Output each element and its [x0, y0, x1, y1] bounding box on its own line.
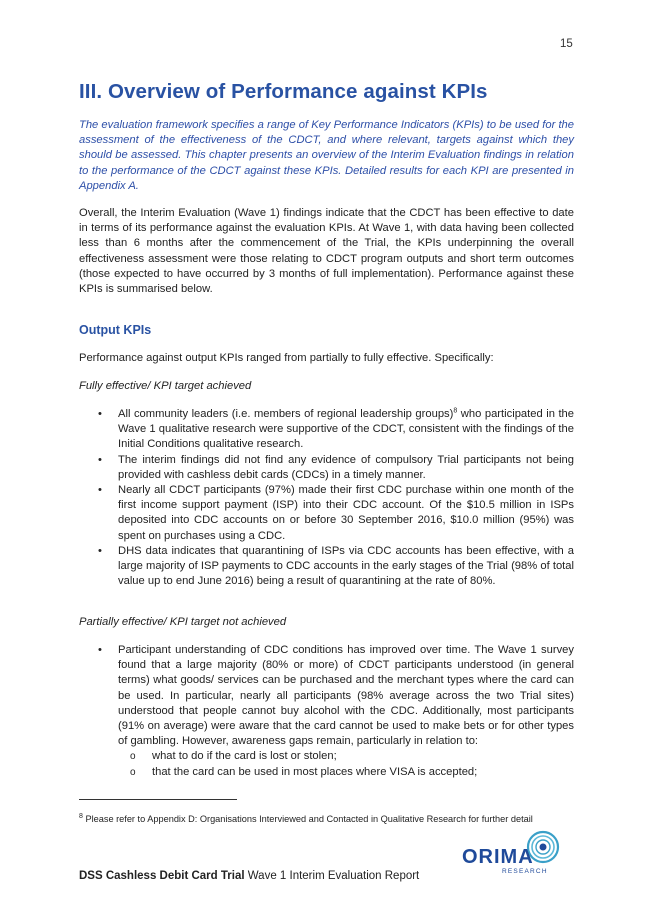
footer-title-bold: DSS Cashless Debit Card Trial — [79, 870, 245, 882]
fully-effective-subheading: Fully effective/ KPI target achieved — [79, 380, 252, 392]
list-item — [98, 544, 574, 590]
list-item-text: DHS data indicates that quarantining of ISPs via CDC accounts has been effective, with a large majority of ISP payments to CDC accounts in the early stages of the Trial (98% of total value up to end June 2016) being a result of quarantining at the rate of 80%. — [118, 544, 574, 588]
sub-list-item — [130, 749, 574, 764]
footer-title-rest: Wave 1 Interim Evaluation Report — [244, 870, 420, 882]
page-number: 15 — [560, 38, 573, 50]
overall-paragraph: Overall, the Interim Evaluation (Wave 1) findings indicate that the CDCT has been effective to date in terms of its performance against the evaluation KPIs. At Wave 1, with data having been collected less than 6 months after the commencement of the Trial, the KPIs underpinning the overall effectiveness assessment were those relating to CDCT program outputs and short term outcomes (those expected to have occurred by 3 months of full implementation). Performance against these KPIs is summarised below. — [79, 207, 574, 296]
output-kpis-heading: Output KPIs — [79, 323, 152, 337]
list-item-text: Nearly all CDCT participants (97%) made their first CDC purchase within one month of the first income support payment (ISP) into their CDC account. Of the $10.5 million in ISPs deposited into CDC accounts on or before 30 September 2016, $10.0 million (95%) was spent on purchases using a CDC. — [118, 484, 574, 542]
bullet-icon: • — [98, 484, 102, 497]
footnote-text: Please refer to Appendix D: Organisations Interviewed and Contacted in Qualitative Research for further detail — [82, 814, 533, 824]
logo-subtitle: RESEARCH — [502, 868, 548, 875]
output-kpis-lead: Performance against output KPIs ranged from partially to fully effective. Specifically: — [79, 352, 494, 364]
fully-effective-list — [98, 407, 574, 589]
sub-list-item-text: what to do if the card is lost or stolen; — [152, 750, 337, 763]
list-item — [98, 483, 574, 544]
intro-paragraph: The evaluation framework specifies a range of Key Performance Indicators (KPIs) to be used for the assessment of the effectiveness of the CDCT, and where relevant, targets against which they should be assessed. This chapter presents an overview of the Interim Evaluation findings in relation to the performance of the CDCT against these KPIs. Detailed results for each KPI are presented in Appendix A. — [79, 119, 574, 192]
list-item — [98, 643, 574, 780]
logo-name: ORIMA — [462, 846, 534, 868]
section-title: III. Overview of Performance against KPIs — [79, 80, 488, 103]
list-item-text: Participant understanding of CDC conditions has improved over time. The Wave 1 survey found that a large majority (80% or more) of CDCT participants understood (in general terms) what goods/ services can be purchased and the merchant types where the card can be used. In particular, nearly all participants (98% average across the two Trial sites) understood that people cannot buy alcohol with the CDC. Additionally, most participants (91% on average) were aware that the card cannot be used to make bets or for other types of gambling. However, awareness gaps remain, particularly in relation to: — [118, 644, 574, 748]
bullet-icon: • — [98, 644, 102, 656]
footnote-divider — [79, 799, 237, 800]
list-item — [98, 407, 574, 453]
report-footer-title — [79, 870, 419, 882]
footnote — [79, 814, 533, 824]
footnote-number: 8 — [79, 812, 83, 820]
footnote-ref: 8 — [453, 407, 458, 415]
list-item-text-cont: who participated in the Wave 1 qualitative research were supportive of the CDCT, consistent with the findings of the Initial Conditions qualitative research. — [118, 408, 574, 451]
bullet-icon: • — [98, 453, 102, 466]
orima-logo — [462, 830, 572, 880]
partially-effective-list — [98, 643, 574, 780]
awareness-gaps-sublist — [118, 749, 574, 779]
bullet-icon: • — [98, 408, 102, 420]
list-item-text: All community leaders (i.e. members of regional leadership groups) — [118, 408, 454, 420]
sub-bullet-icon: o — [130, 766, 136, 778]
sub-list-item — [130, 765, 574, 780]
sub-list-item-text: that the card can be used in most places where VISA is accepted; — [152, 765, 478, 778]
partially-effective-subheading: Partially effective/ KPI target not achieved — [79, 616, 287, 628]
list-item — [98, 453, 574, 483]
sub-bullet-icon: o — [130, 751, 136, 763]
list-item-text: The interim findings did not find any evidence of compulsory Trial participants not being provided with cashless debit cards (CDCs) in a timely manner. — [118, 453, 574, 481]
bullet-icon: • — [98, 544, 102, 557]
